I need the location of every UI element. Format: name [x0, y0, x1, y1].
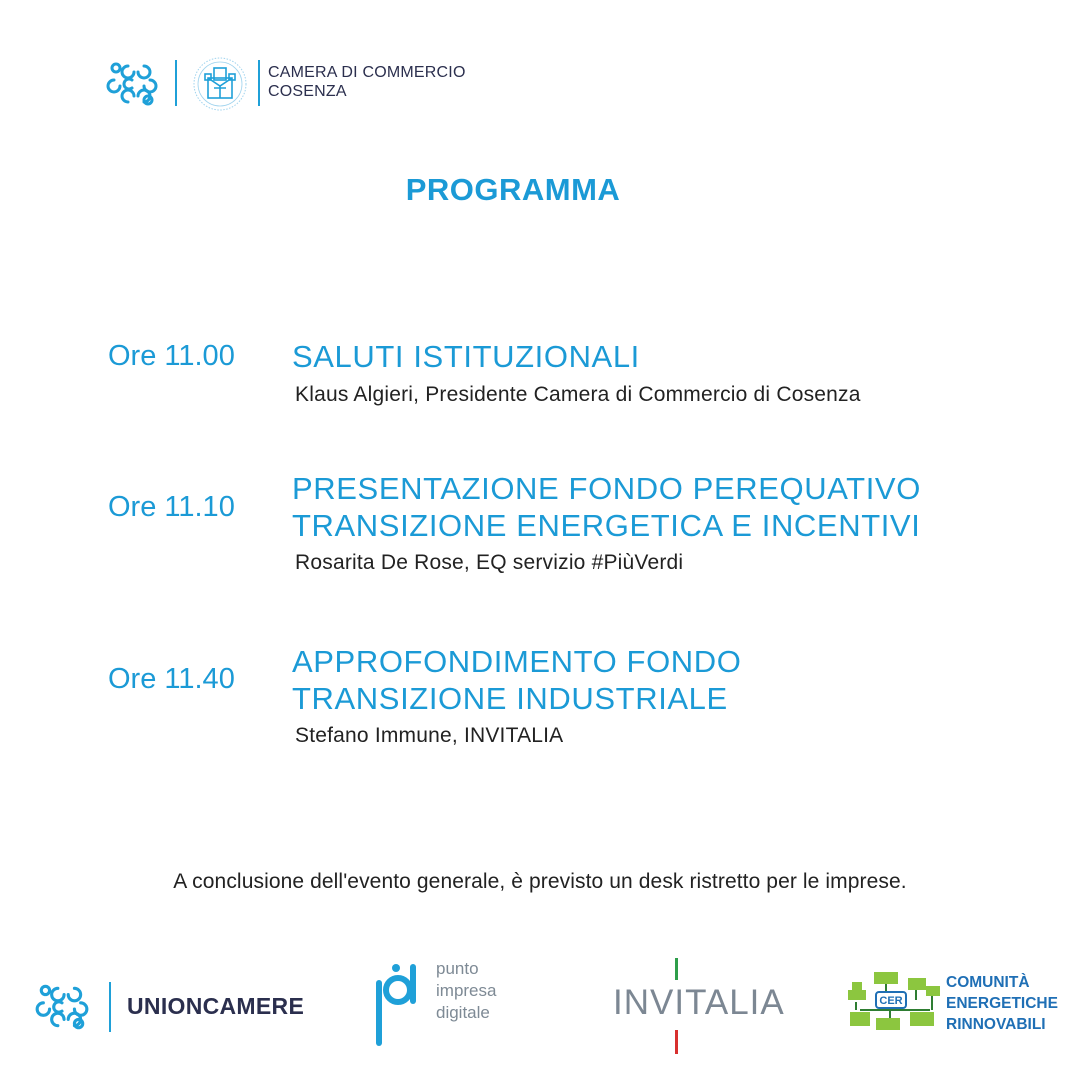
closing-note: A conclusione dell'evento generale, è previsto un desk ristretto per le imprese. [173, 870, 907, 893]
item-title-line: SALUTI ISTITUZIONALI [292, 339, 640, 374]
item-time: Ore 11.10 [108, 491, 235, 523]
item-time: Ore 11.00 [108, 340, 235, 372]
divider [109, 982, 111, 1032]
cer-logo-icon [846, 968, 942, 1038]
cer-line: ENERGETICHE [946, 995, 1058, 1012]
item-title-line: TRANSIZIONE INDUSTRIALE [292, 681, 728, 716]
camere-commercio-logo-icon [104, 56, 160, 112]
item-speaker: Stefano Immune, INVITALIA [295, 724, 564, 747]
item-time: Ore 11.40 [108, 663, 235, 695]
item-title [292, 643, 742, 717]
item-speaker: Klaus Algieri, Presidente Camera di Commercio di Cosenza [295, 383, 861, 406]
cer-line: COMUNITÀ [946, 974, 1030, 991]
pid-line: digitale [436, 1003, 490, 1022]
cer-name [946, 972, 1058, 1035]
cer-badge-text: CER [879, 995, 903, 1007]
item-speaker: Rosarita De Rose, EQ servizio #PiùVerdi [295, 551, 684, 574]
org-name-line1: CAMERA DI COMMERCIO [268, 64, 466, 81]
italian-flag-red-bar [675, 1030, 678, 1054]
org-name [268, 63, 466, 101]
invitalia-name: INVITALIA [613, 983, 785, 1022]
org-name-line2: COSENZA [268, 83, 347, 100]
item-title-line: TRANSIZIONE ENERGETICA E INCENTIVI [292, 508, 921, 543]
item-title-line: PRESENTAZIONE FONDO PEREQUATIVO [292, 471, 921, 506]
page-title: PROGRAMMA [405, 172, 621, 207]
italian-flag-icon [675, 958, 678, 980]
item-title-line: APPROFONDIMENTO FONDO [292, 644, 742, 679]
divider [175, 60, 177, 106]
cosenza-seal-icon [192, 56, 248, 112]
header-logo [104, 56, 524, 112]
pid-name [436, 958, 496, 1024]
unioncamere-name: UNIONCAMERE [127, 993, 305, 1019]
unioncamere-logo-icon [32, 978, 92, 1036]
pid-line: punto [436, 959, 479, 978]
pid-line: impresa [436, 981, 497, 1000]
item-title [292, 338, 640, 375]
pid-logo-icon [374, 962, 426, 1050]
cer-line: RINNOVABILI [946, 1016, 1046, 1033]
divider [258, 60, 260, 106]
item-title [292, 470, 921, 544]
